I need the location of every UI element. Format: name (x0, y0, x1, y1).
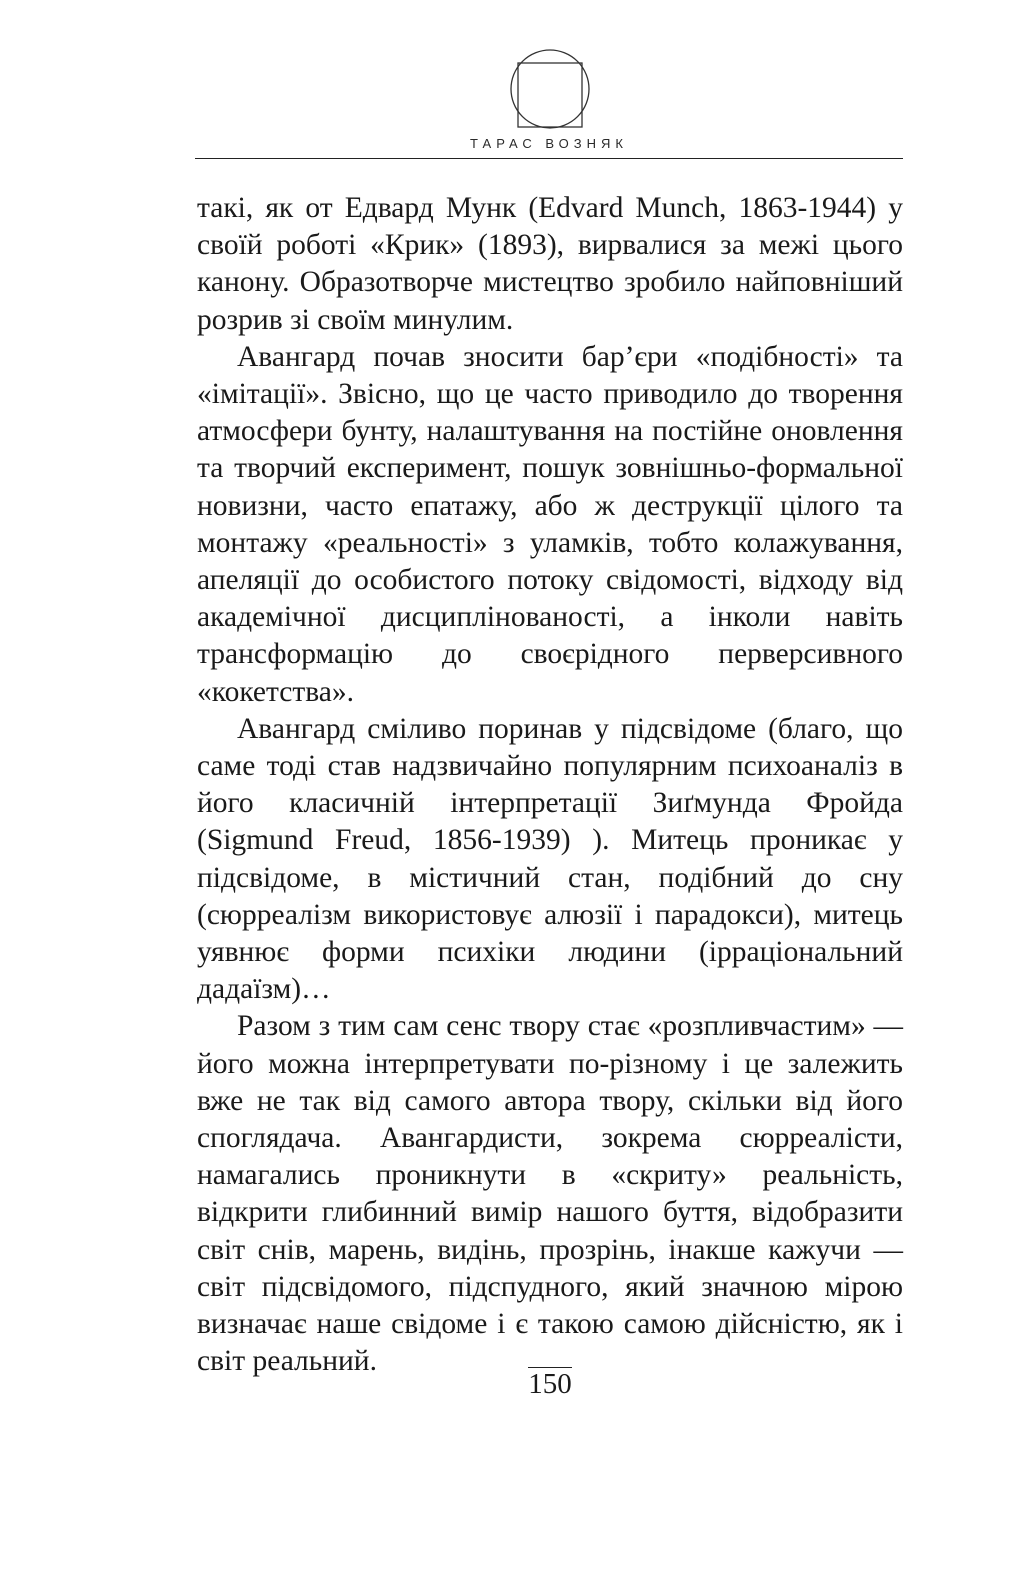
paragraph-1: такі, як от Едвард Мунк (Edvard Munch, 1863-1944) у своїй роботі «Крик» (1893), вирвалися за межі цього канону. Образотворче мистецтво зробило найповніший розрив зі своїм минулим. (197, 192, 903, 336)
page-number: 150 (528, 1368, 572, 1400)
paragraph-3: Авангард сміливо поринав у підсвідоме (благо, що саме тоді став надзвичайно популярним психоаналіз в його класичній інтерпретації Зиґмунда Фройда (Sigmund Freud, 1856-1939) ). Митець проникає у підсвідоме, в містичний стан, подібний до сну (сюрреалізм використовує алюзії і парадокси), митець уявнює форми психіки людини (ірраціональний дадаїзм)… (197, 712, 903, 1006)
page-number-container (0, 1367, 1024, 1401)
running-head: ТАРАС ВОЗНЯК (470, 136, 628, 151)
body-text (197, 190, 903, 1381)
paragraph-2: Авангард почав зносити бар’єри «подібності» та «імітації». Звісно, що це часто приводило до творення атмосфери бунту, налаштування на постійне оновлення та творчий експеримент, пошук зовнішньо-формальної новизни, часто епатажу, або ж деструкції цілого та монтажу «реальності» з уламків, тобто колажування, апеляції до особистого потоку свідомості, відходу від академічної дисциплінованості, а інколи навіть трансформацію до своєрідного перверсивного «кокетства». (197, 340, 903, 708)
header-rule (195, 158, 903, 159)
circle-square-logo-icon (509, 48, 591, 130)
paragraph-4: Разом з тим сам сенс твору стає «розпливчастим» — його можна інтерпретувати по-різному і це залежить вже не так від самого автора твору, скільки від його споглядача. Авангардисти, зокрема сюрреалісти, намагались проникнути в «скриту» реальність, відкрити глибинний вимір нашого буття, відобразити світ снів, марень, видінь, прозрінь, інакше кажучи — світ підсвідомого, підспудного, який значною мірою визначає наше свідоме і є такою самою дійсністю, як і світ реальний. (197, 1010, 903, 1378)
